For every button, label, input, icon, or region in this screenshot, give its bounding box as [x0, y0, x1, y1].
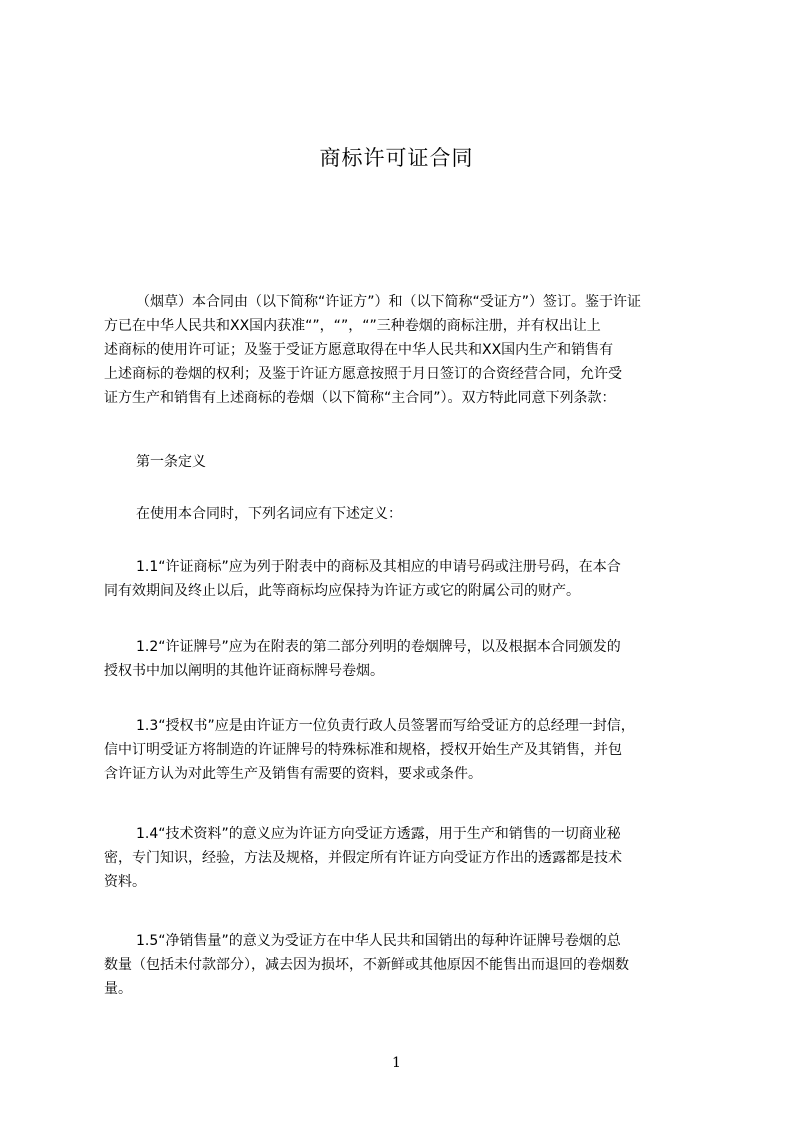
- clause-1-1: [104, 555, 704, 603]
- page-number: 1: [392, 1055, 401, 1071]
- clause-line: 同有效期间及终止以后，此等商标均应保持为许证方或它的附属公司的财产。: [104, 583, 580, 599]
- clause-line: 1.5“净销售量”的意义为受证方在中华人民共和国销出的每种许证牌号卷烟的总: [136, 933, 621, 949]
- clause-line: 1.1“许证商标”应为列于附表中的商标及其相应的申请号码或注册号码，在本合: [136, 559, 621, 575]
- intro-line: 方已在中华人民共和XX国内获准“”，“”，“”三种卷烟的商标注册，并有权出让上: [104, 318, 601, 334]
- intro-line: 上述商标的卷烟的权利；及鉴于许证方愿意按照于月日签订的合资经营合同，允许受: [104, 366, 622, 382]
- clause-line: 1.3“授权书”应是由许证方一位负责行政人员签署而写给受证方的总经理一封信，: [136, 718, 635, 734]
- clause-line: 数量（包括未付款部分），减去因为损坏，不新鲜或其他原因不能售出而退回的卷烟数: [104, 957, 629, 973]
- clause-1-2: [104, 635, 704, 683]
- article-1-heading-text: 第一条定义: [136, 454, 206, 470]
- clause-line: 含许证方认为对此等生产及销售有需要的资料，要求或条件。: [104, 766, 482, 782]
- intro-line: （烟草）本合同由（以下简称“许证方”）和（以下简称“受证方”）签订。鉴于许证: [136, 294, 642, 310]
- clause-line: 1.2“许证牌号”应为在附表的第二部分列明的卷烟牌号，以及根据本合同颁发的: [136, 639, 621, 655]
- clause-line: 密，专门知识，经验，方法及规格，并假定所有许证方向受证方作出的透露都是技术: [104, 850, 622, 866]
- clause-line: 量。: [104, 981, 132, 997]
- clause-line: 信中订明受证方将制造的许证牌号的特殊标准和规格，授权开始生产及其销售，并包: [104, 742, 622, 758]
- definitions-intro-text: 在使用本合同时，下列名词应有下述定义：: [136, 506, 402, 522]
- clause-line: 授权书中加以阐明的其他许证商标牌号卷烟。: [104, 663, 384, 679]
- clause-line: 资料。: [104, 874, 146, 890]
- clause-line: 1.4“技术资料”的意义应为许证方向受证方透露，用于生产和销售的一切商业秘: [136, 826, 621, 842]
- intro-line: 证方生产和销售有上述商标的卷烟（以下简称“主合同”）。双方特此同意下列条款：: [104, 390, 616, 406]
- intro-line: 述商标的使用许可证；及鉴于受证方愿意取得在中华人民共和XX国内生产和销售有: [104, 342, 614, 358]
- article-1-heading: [104, 450, 704, 474]
- clause-1-4: [104, 822, 704, 894]
- document-title: 商标许可证合同: [319, 146, 474, 170]
- intro-paragraph: [104, 290, 704, 410]
- clause-1-3: [104, 714, 704, 786]
- clause-1-5: [104, 929, 704, 1001]
- definitions-intro: [104, 502, 704, 526]
